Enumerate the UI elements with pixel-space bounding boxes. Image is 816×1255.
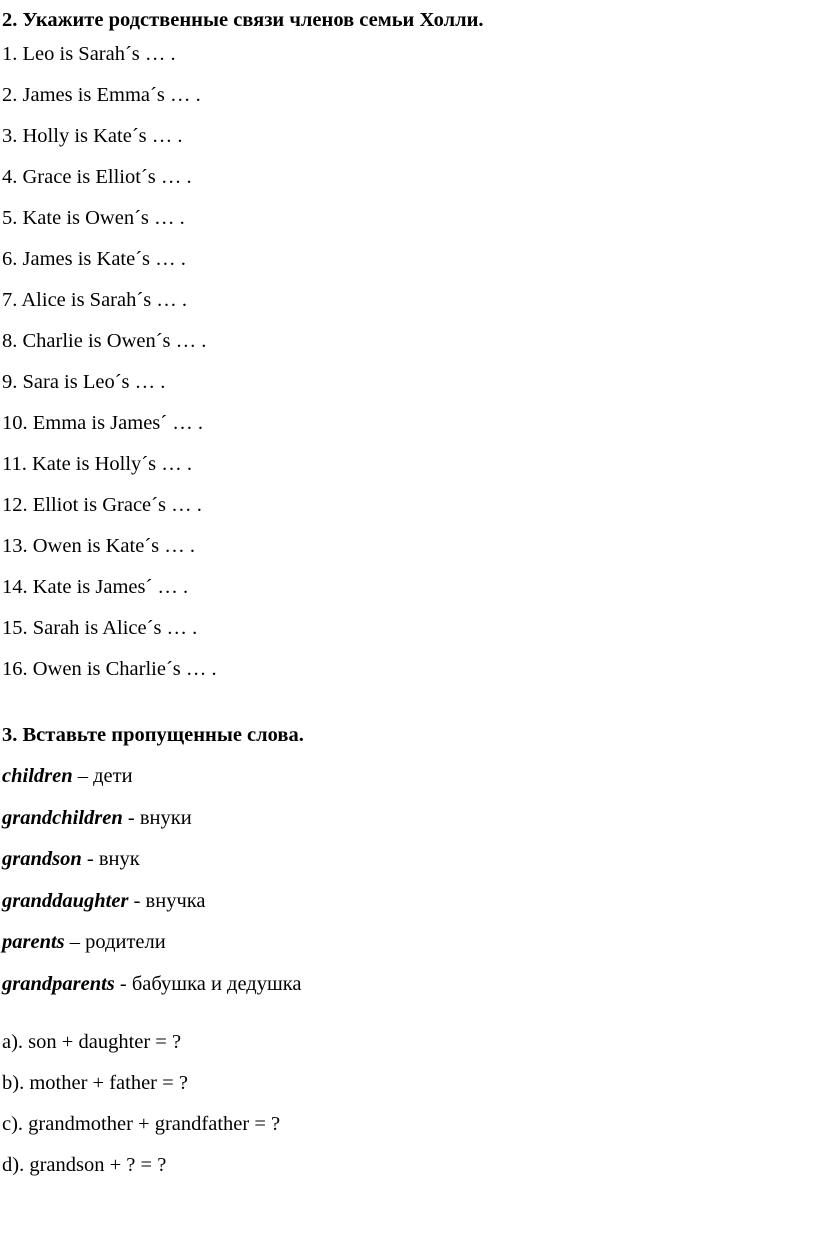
section-3-heading: 3. Вставьте пропущенные слова. [2,724,304,746]
vocab-item [2,839,302,881]
equation-item: d). grandson + ? = ? [2,1154,167,1176]
question-item: 9. Sara is Leo´s … . [2,371,166,393]
vocab-separator: - [81,848,99,870]
vocab-item [2,881,302,923]
vocab-translation: родители [85,931,166,953]
question-item: 1. Leo is Sarah´s … . [2,43,176,65]
equation-item: a). son + daughter = ? [2,1031,182,1053]
question-item: 12. Elliot is Grace´s … . [2,494,202,516]
vocab-separator: - [114,972,132,995]
equation-item: b). mother + father = ? [2,1072,188,1094]
vocab-term: grandson [2,848,82,870]
equation-item: c). grandmother + grandfather = ? [2,1113,281,1135]
vocabulary-list [2,756,302,1005]
vocab-item [2,798,302,840]
vocab-separator: - [122,806,140,829]
vocab-separator: – [72,765,94,787]
vocab-item [2,756,302,798]
vocab-item [2,922,302,964]
vocab-item [2,964,302,1006]
relationship-question-list [2,34,217,690]
vocab-term: granddaughter [2,889,129,912]
vocab-term: children [2,765,73,787]
question-item: 4. Grace is Elliot´s … . [2,166,192,188]
vocab-term: grandparents [2,972,115,995]
question-item: 6. James is Kate´s … . [2,248,186,270]
question-item: 16. Owen is Charlie´s … . [2,658,217,680]
question-item: 13. Owen is Kate´s … . [2,535,196,557]
question-item: 11. Kate is Holly´s … . [2,453,192,475]
question-item: 2. James is Emma´s … . [2,84,201,106]
vocab-translation: бабушка и дедушка [131,972,302,995]
vocab-translation: внуки [139,806,192,829]
document-page [2,0,816,1255]
vocab-translation: внук [98,848,140,870]
equation-list [2,1022,280,1186]
question-item: 7. Alice is Sarah´s … . [2,289,188,311]
section-2-heading: 2. Укажите родственные связи членов семьи Холли. [2,9,484,31]
vocab-translation: внучка [145,889,206,912]
vocab-term: parents [2,931,65,953]
question-item: 3. Holly is Kate´s … . [2,125,183,147]
question-item: 5. Kate is Owen´s … . [2,207,185,229]
vocab-separator: – [64,931,86,953]
vocab-term: grandchildren [2,806,123,829]
vocab-translation: дети [93,765,133,787]
vocab-separator: - [128,889,146,912]
question-item: 15. Sarah is Alice´s … . [2,617,198,639]
question-item: 10. Emma is James´ … . [2,412,203,434]
question-item: 14. Kate is James´ … . [2,576,189,598]
question-item: 8. Charlie is Owen´s … . [2,330,207,352]
